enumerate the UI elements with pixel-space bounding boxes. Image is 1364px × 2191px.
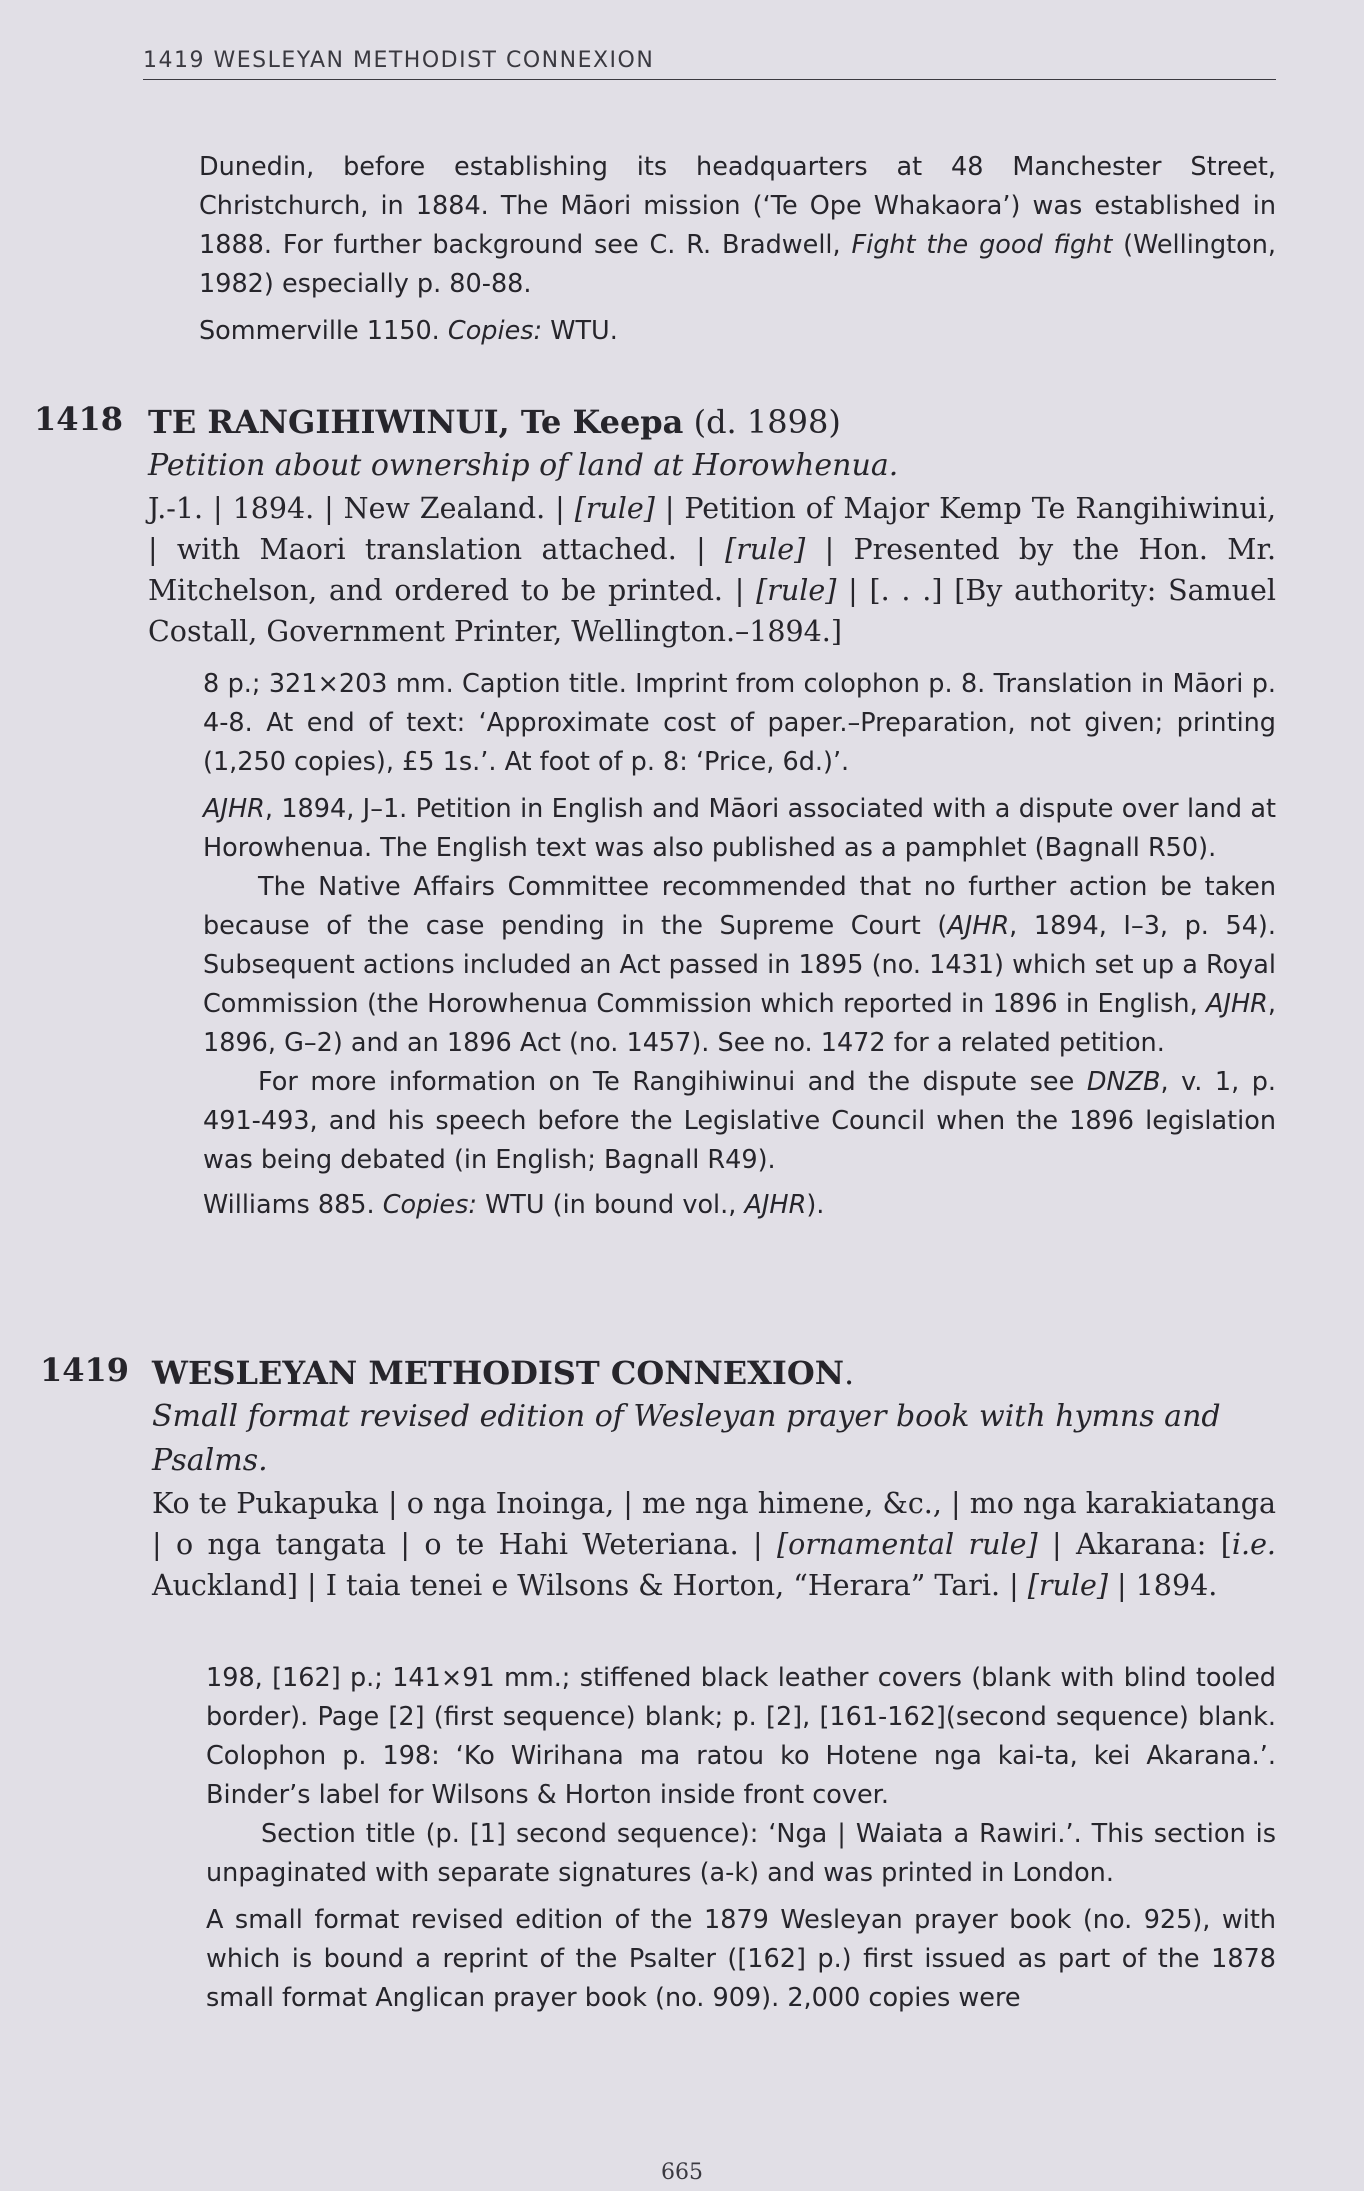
continuation-references bbox=[199, 312, 1276, 351]
reference-text: Williams 885. bbox=[203, 1190, 383, 1220]
note-text: The Native Affairs Committee recommended that no further action be taken because of the case pending in the Supreme Court ( bbox=[203, 872, 1276, 941]
transcription-part: | Presented by the Hon. Mr. Mitchelson, and ordered to be printed. | bbox=[148, 533, 1277, 607]
journal-ref: AJHR bbox=[947, 911, 1010, 941]
transcription-part: Ko te Pukapuka | o nga Inoinga, | me nga himene, &c., | mo nga karakiatanga | o nga tangata | o te Hahi Weteriana. | bbox=[152, 1487, 1276, 1561]
entry-title: Petition about ownership of land at Horowhenua. bbox=[148, 448, 899, 483]
transcription-part: | 1894. bbox=[1107, 1569, 1218, 1602]
journal-ref: DNZB bbox=[1086, 1067, 1161, 1097]
note-text: , v. 1, p. 491-493, and his speech before the Legislative Council when the 1896 legislation was being debated (in English; Bagnall R49). bbox=[203, 1067, 1276, 1175]
collation-continued: Section title (p. [1] second sequence): ‘Nga | Waiata a Rawiri.’. This section is unpaginated with separate signatures (a-k) and was printed in London. bbox=[206, 1819, 1276, 1888]
entry-title: Small format revised edition of Wesleyan prayer book with hymns and Psalms. bbox=[152, 1399, 1221, 1478]
note-text: , 1894, J–1. Petition in English and Māori associated with a dispute over land at Horowhenua. The English text was also published as a pamphlet (Bagnall R50). bbox=[203, 794, 1276, 863]
transcription-part: Auckland] | I taia tenei e Wilsons & Horton, “Herara” Tari. | bbox=[152, 1569, 1028, 1602]
header-rule bbox=[143, 79, 1276, 80]
entry-1418-notes bbox=[203, 665, 1276, 1225]
continuation-text: Dunedin, before establishing its headquarters at 48 Manchester Street, Christchurch, in 1884. The Māori mission (‘Te Ope Whakaora’) was established in 1888. For further background see C. R. Bradwell, bbox=[199, 152, 1276, 260]
journal-ref: AJHR bbox=[203, 794, 265, 824]
entry-1419 bbox=[152, 1351, 1276, 1606]
journal-ref: AJHR bbox=[1206, 989, 1268, 1019]
note-text: , 1894, I–3, p. 54). Subsequent actions included an Act passed in 1895 (no. 1431) which set up a Royal Commission (the Horowhenua Commission which reported in 1896 in English, bbox=[203, 911, 1276, 1019]
copies-locations: ). bbox=[806, 1190, 825, 1220]
heading-period: . bbox=[844, 1354, 855, 1392]
copies-label: Copies: bbox=[382, 1190, 477, 1220]
copies-label: Copies: bbox=[447, 316, 543, 346]
collation: 198, [162] p.; 141×91 mm.; stiffened black leather covers (blank with blind tooled border). Page [2] (first sequence) blank; p. [2], [161-162](second sequence) blank. Colophon p. 198: ‘Ko Wirihana ma ratou ko Hotene nga kai-ta, kei Akarana.’. Binder’s label for Wilsons & Horton inside front cover. bbox=[206, 1663, 1276, 1810]
running-head: 1419 WESLEYAN METHODIST CONNEXION bbox=[143, 48, 655, 73]
reference-text: Sommerville 1150. bbox=[199, 316, 448, 346]
note-paragraph bbox=[203, 1063, 1276, 1180]
continuation-paragraph bbox=[199, 148, 1276, 304]
note-paragraph: A small format revised edition of the 1879 Wesleyan prayer book (no. 925), with which is bound a reprint of the Psalter ([162] p.) first issued as part of the 1878 small format Anglican prayer book (no. 909). 2,000 copies were bbox=[206, 1905, 1276, 2013]
transcription-part: J.-1. | 1894. | New Zealand. | bbox=[148, 492, 575, 525]
note-paragraph bbox=[203, 868, 1276, 1063]
rule-marker: [rule] bbox=[574, 492, 655, 525]
entry-number-1418: 1418 bbox=[34, 400, 124, 438]
abbreviation: i.e. bbox=[1231, 1528, 1276, 1561]
copies-locations: WTU. bbox=[542, 316, 618, 346]
rule-marker: [rule] bbox=[756, 574, 837, 607]
continuation-block bbox=[199, 148, 1276, 351]
references bbox=[203, 1186, 1276, 1225]
transcription-part: | [. . .] [By authority: Samuel Costall, Government Printer, Wellington.–1894.] bbox=[148, 574, 1276, 648]
transcription-part: | Akarana: [ bbox=[1037, 1528, 1232, 1561]
author-name: TE RANGIHIWINUI, Te Keepa bbox=[148, 403, 684, 441]
title-transcription bbox=[152, 1483, 1276, 1606]
entry-heading bbox=[152, 1351, 1276, 1395]
copies-locations: WTU (in bound vol., bbox=[476, 1190, 745, 1220]
journal-ref: AJHR bbox=[744, 1190, 807, 1220]
title-transcription bbox=[148, 488, 1276, 652]
continuation-text-end: (Wellington, 1982) especially p. 80-88. bbox=[199, 230, 1276, 299]
collation: 8 p.; 321×203 mm. Caption title. Imprint from colophon p. 8. Translation in Māori p. 4-8. At end of text: ‘Approximate cost of paper.–Preparation, not given; printing (1,250 copies), £5 1s.’. At foot of p. 8: ‘Price, 6d.)’. bbox=[203, 669, 1276, 777]
rule-marker: [ornamental rule] bbox=[777, 1528, 1038, 1561]
note-paragraph bbox=[203, 790, 1276, 868]
note-text: , 1896, G–2) and an 1896 Act (no. 1457). See no. 1472 for a related petition. bbox=[203, 989, 1276, 1058]
entry-1418 bbox=[148, 400, 1276, 652]
author-dates: (d. 1898) bbox=[683, 403, 841, 441]
entry-1419-notes bbox=[206, 1659, 1276, 2018]
transcription-part: | Petition of Major Kemp Te Rangihiwinui, | with Maori translation attached. | bbox=[148, 492, 1277, 566]
author-name: WESLEYAN METHODIST CONNEXION bbox=[152, 1354, 845, 1392]
entry-heading bbox=[148, 400, 1276, 444]
cited-title: Fight the good fight bbox=[851, 230, 1113, 260]
entry-number-1419: 1419 bbox=[40, 1351, 130, 1389]
rule-marker: [rule] bbox=[1027, 1569, 1108, 1602]
note-text: For more information on Te Rangihiwinui and the dispute see bbox=[258, 1067, 1087, 1097]
rule-marker: [rule] bbox=[725, 533, 806, 566]
page-number: 665 bbox=[661, 2160, 703, 2185]
